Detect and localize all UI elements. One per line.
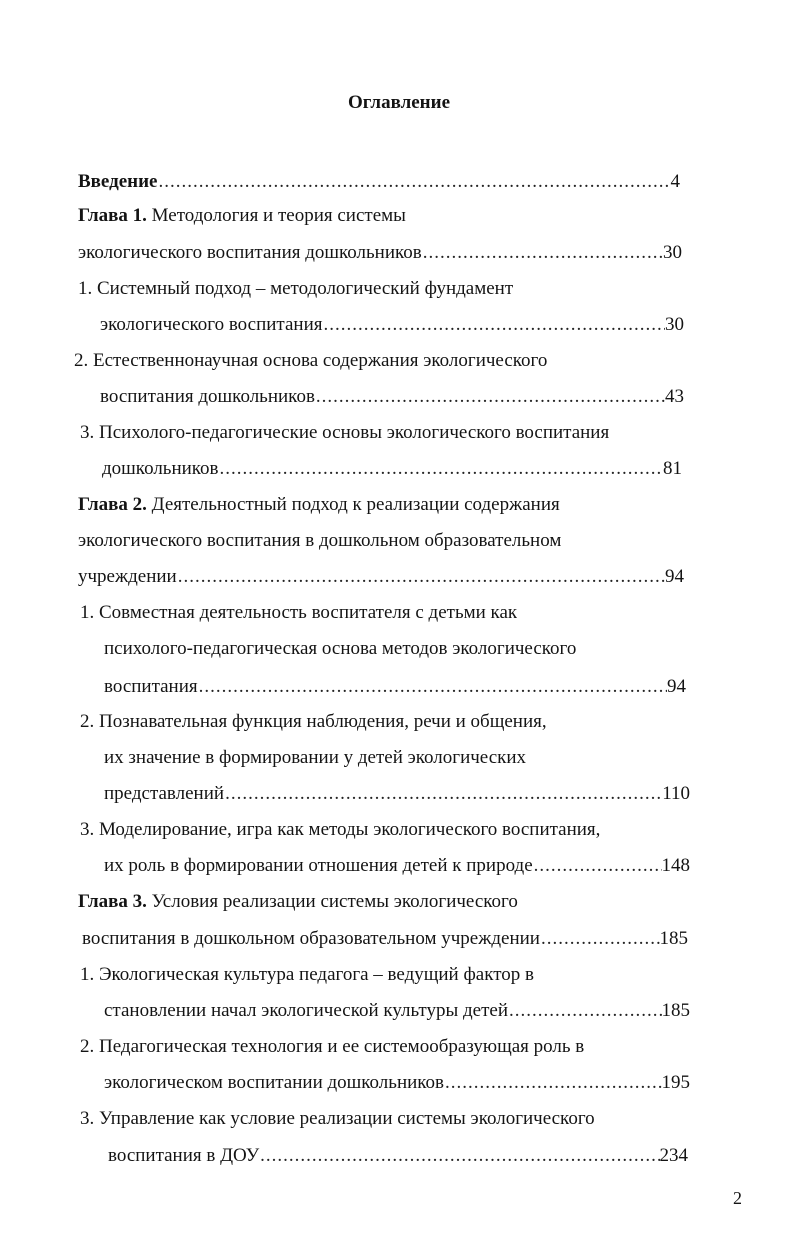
toc-entry-label: 3. Управление как условие реализации системы экологического (80, 1108, 595, 1129)
toc-entry (104, 999, 690, 1023)
toc-entry-text (80, 963, 534, 987)
toc-entry-text (78, 890, 518, 914)
toc-entry-text (104, 637, 576, 661)
toc-leader-dots (508, 999, 661, 1023)
toc-entry-label: воспитания в дошкольном образовательном учреждении (82, 928, 540, 949)
toc-entry (80, 818, 600, 842)
toc-entry-label: воспитания дошкольников (100, 386, 315, 407)
toc-entry (104, 782, 690, 806)
toc-entry (78, 277, 513, 301)
toc-entry-text (78, 241, 422, 265)
toc-entry-text (102, 457, 219, 481)
toc-entry (78, 204, 406, 228)
toc-entry (80, 1107, 595, 1131)
toc-page-number: 234 (659, 1145, 688, 1166)
toc-entry-text (78, 277, 513, 301)
toc-entry-text (80, 421, 609, 445)
toc-entry (78, 241, 682, 265)
toc-entry-text (100, 385, 315, 409)
toc-entry-label: учреждении (78, 566, 177, 587)
toc-entry-label: воспитания в ДОУ (108, 1145, 260, 1166)
toc-entry-text (74, 349, 547, 373)
toc-entry (108, 1144, 688, 1168)
toc-entry-text (104, 675, 198, 699)
toc-entry (80, 1035, 584, 1059)
toc-entry-text (80, 818, 600, 842)
toc-entry-label: их роль в формировании отношения детей к природе (104, 855, 533, 876)
toc-page-number: 30 (665, 314, 684, 335)
toc-entry-label: 1. Системный подход – методологический фундамент (78, 278, 514, 299)
toc-page-number: 195 (661, 1072, 690, 1093)
toc-entry-heading: Глава 3. (78, 891, 147, 912)
toc-entry-heading: Введение (78, 171, 158, 192)
toc-leader-dots (540, 927, 660, 951)
toc-entry-text (80, 710, 547, 734)
toc-entry (102, 457, 682, 481)
toc-entry (104, 1071, 690, 1095)
toc-entry-text (78, 204, 406, 228)
toc-leader-dots (315, 385, 665, 409)
toc-entry-text (78, 170, 158, 194)
toc-entry (80, 421, 609, 445)
toc-page-number: 94 (667, 676, 686, 697)
toc-entry-label: дошкольников (102, 458, 219, 479)
toc-leader-dots (422, 241, 663, 265)
toc-entry-label: воспитания (104, 676, 198, 697)
toc-entry-label: 2. Естественнонаучная основа содержания экологического (74, 350, 548, 371)
toc-entry-text (104, 1071, 444, 1095)
toc-entry-text (104, 999, 508, 1023)
toc-leader-dots (259, 1144, 659, 1168)
toc-leader-dots (444, 1071, 661, 1095)
toc-entry-heading: Глава 2. (78, 494, 147, 515)
toc-page-number: 81 (663, 458, 682, 479)
toc-entry-text (80, 601, 517, 625)
toc-entry (100, 313, 684, 337)
toc-leader-dots (158, 170, 671, 194)
toc-entry-heading: Глава 1. (78, 205, 147, 226)
toc-entry-label: психолого-педагогическая основа методов экологического (104, 638, 577, 659)
toc-entry-text (78, 529, 561, 553)
toc-entry (82, 927, 688, 951)
toc-entry-label: Деятельностный подход к реализации содержания (146, 494, 560, 515)
toc-entry (80, 710, 547, 734)
toc-entry-text (104, 782, 224, 806)
toc-entry (104, 637, 576, 661)
toc-entry-label: 1. Совместная деятельность воспитателя с детьми как (80, 602, 518, 623)
toc-page-number: 94 (665, 566, 684, 587)
toc-entry (78, 493, 560, 517)
page-number: 2 (733, 1188, 742, 1208)
toc-entry-text (82, 927, 540, 951)
toc-leader-dots (177, 565, 665, 589)
toc-page-number: 185 (659, 928, 688, 949)
toc-entry-text (108, 1144, 259, 1168)
toc-page-number: 148 (661, 855, 690, 876)
toc-entry-label: экологического воспитания дошкольников (78, 242, 422, 263)
toc-entry (104, 675, 686, 699)
toc-entry (78, 529, 561, 553)
toc-entry (78, 565, 684, 589)
toc-entry-label: их значение в формировании у детей экологических (104, 747, 527, 768)
toc-entry-label: 2. Педагогическая технология и ее системообразующая роль в (80, 1036, 585, 1057)
toc-leader-dots (198, 675, 667, 699)
toc-entry-text (104, 746, 526, 770)
toc-entry-label: Методология и теория системы (146, 205, 406, 226)
toc-leader-dots (533, 854, 662, 878)
toc-leader-dots (219, 457, 663, 481)
toc-entry-text (78, 493, 560, 517)
toc-leader-dots (322, 313, 665, 337)
toc-entry-text (80, 1107, 595, 1131)
toc-entry-label: 3. Психолого-педагогические основы экологического воспитания (80, 422, 610, 443)
toc-entry-label: экологическом воспитании дошкольников (104, 1072, 445, 1093)
toc-entry-label: 1. Экологическая культура педагога – ведущий фактор в (80, 964, 534, 985)
page-title: Оглавление (347, 92, 451, 113)
toc-entry (104, 746, 526, 770)
toc-entry (78, 890, 518, 914)
toc-leader-dots (224, 782, 662, 806)
toc-entry-text (80, 1035, 584, 1059)
toc-page-number: 110 (662, 783, 690, 804)
toc-entry-text (104, 854, 533, 878)
toc-page-number: 4 (670, 171, 680, 192)
toc-entry (80, 963, 534, 987)
toc-entry-label: представлений (104, 783, 225, 804)
toc-entry (104, 854, 690, 878)
toc-entry-label: 2. Познавательная функция наблюдения, речи и общения, (80, 711, 547, 732)
toc-page-number: 30 (663, 242, 682, 263)
toc-entry-text (78, 565, 177, 589)
toc-page-number: 43 (665, 386, 684, 407)
toc-entry (74, 349, 547, 373)
toc-entry (80, 601, 517, 625)
toc-entry (100, 385, 684, 409)
toc-entry-label: 3. Моделирование, игра как методы экологического воспитания, (80, 819, 601, 840)
toc-page-number: 185 (661, 1000, 690, 1021)
toc-entry (78, 170, 680, 194)
toc-entry-label: экологического воспитания в дошкольном образовательном (78, 530, 562, 551)
toc-entry-label: экологического воспитания (100, 314, 323, 335)
toc-entry-label: Условия реализации системы экологического (146, 891, 518, 912)
toc-entry-text (100, 313, 322, 337)
toc-entry-label: становлении начал экологической культуры детей (104, 1000, 509, 1021)
